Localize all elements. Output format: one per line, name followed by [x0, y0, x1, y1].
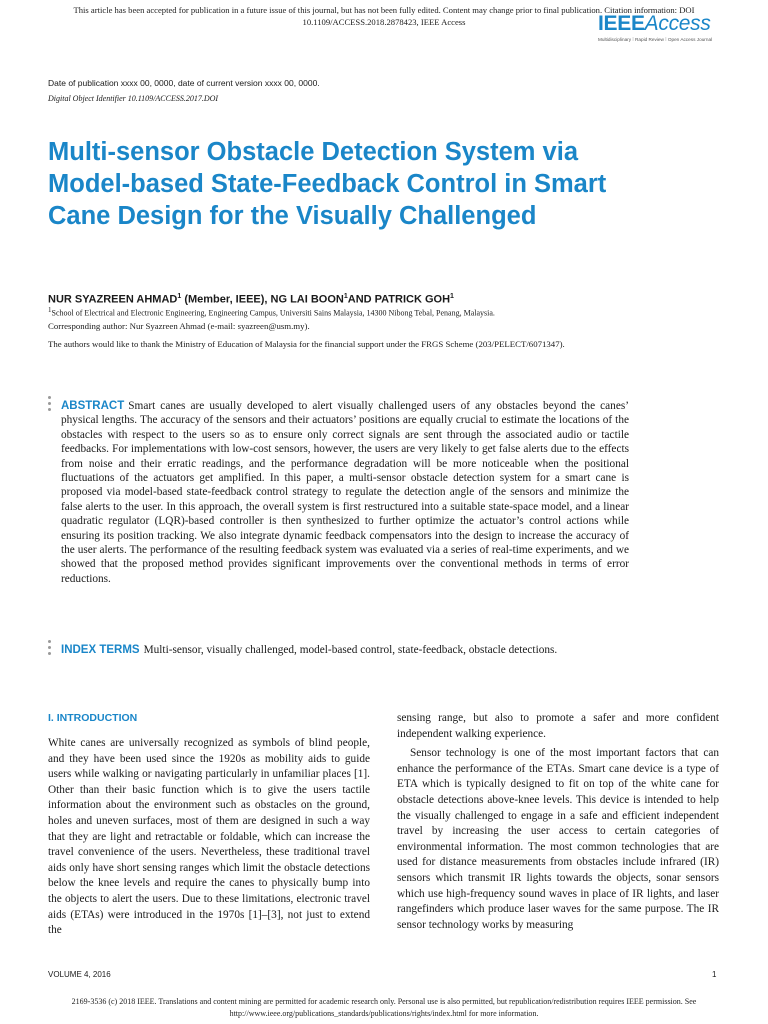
- corresponding-author: Corresponding author: Nur Syazreen Ahmad (e-mail: syazreen@usm.my).: [48, 321, 310, 331]
- ieee-access-logo: [598, 12, 720, 48]
- journal-notice-line1: This article has been accepted for publication in a future issue of this journal, but has not been fully edited. Content may change prior to final publication. Citation information: DOI: [73, 5, 695, 15]
- logo-bold-text: IEEE: [598, 12, 645, 35]
- author-1-affil: 1: [177, 293, 182, 300]
- page-number: 1: [712, 970, 717, 979]
- journal-notice-line2: 10.1109/ACCESS.2018.2878423, IEEE Access: [302, 17, 466, 27]
- author-3-affil: 1: [450, 293, 454, 300]
- section-heading: I. INTRODUCTION: [48, 712, 138, 724]
- author-2: (Member, IEEE), NG LAI BOON: [181, 293, 344, 306]
- abstract-text: Smart canes are usually developed to alert visually challenged users of any obstacles beyond the canes’ physical lengths. The accuracy of the sensors and their actuators’ positions are equally crucial to estimate the locations of the obstacles with respect to the users so as to ensure only correct signals are sent through the associated audio or tactile feedbacks. For implementations with low-cost sensors, however, the users are very likely to get false alerts due to the effects from noise and their erratic readings, and the performance degradation will be more noticeable when the positional fluctuations of the actuators get amplified. In this paper, a multi-sensor obstacle detection system for a smart cane is proposed via model-based state-feedback control strategy to regulate the detection angle of the sensors and minimize the false alerts to the user. In this approach, the overall system is first restructured into a suitable state-space model, and a linear quadratic regulator (LQR)-based controller is then synthesized to further optimize the actuator’s control actions while ensuring its position tracking. We also integrate dynamic feedback compensators into the design to increase the accuracy of the user alerts. The performance of the resulting feedback system was evaluated via a series of real-time experiments, and we showed that the proposed method provides significant improvements over the conventional methods in terms of error reductions.: [61, 400, 629, 585]
- affiliation-marker: 1: [48, 306, 52, 314]
- volume-label: VOLUME 4, 2016: [48, 970, 111, 979]
- author-3: AND PATRICK GOH: [347, 293, 451, 306]
- logo-italic-text: Access: [644, 12, 711, 35]
- logo-tagline: Multidisciplinary ⁞ Rapid Review ⁞ Open Access Journal: [598, 37, 713, 42]
- author-2-affil: 1: [343, 293, 348, 300]
- copyright-notice: [0, 996, 768, 1020]
- funding-acknowledgment: The authors would like to thank the Ministry of Education of Malaysia for the financial support under the FRGS Scheme (203/PELECT/6071347).: [48, 339, 565, 349]
- logo-wordmark: [598, 12, 720, 36]
- paper-title: Multi-sensor Obstacle Detection System via Model-based State-Feedback Control in Smart Cane Design for the Visually Challenged: [48, 138, 607, 230]
- copyright-line2: http://www.ieee.org/publications_standards/publications/rights/index.html for more information.: [229, 1009, 539, 1018]
- publication-dates: Date of publication xxxx 00, 0000, date of current version xxxx 00, 0000.: [48, 78, 320, 88]
- intro-paragraph-1: White canes are universally recognized as symbols of blind people, and they have been used since the 1920s as mobility aids to guide users while walking or navigating particularly in unfamiliar places [1]. Other than their basic function which is to give the users tactile information about the environment such as obstacles on the ground, holes and uneven surfaces, most of them are designed in such a way that they are light and retractable or foldable, which can increase the travel convenience of the users. Nevertheless, these traditional travel aids only have short sensing ranges which limit the obstacle detections below the knee levels and require the canes to physically bump into the objects to alert the users. Due to these limitations, electronic travel aids (ETAs) were introduced in the 1970s [1]–[3], not just to extend the: [48, 737, 370, 937]
- index-terms-text: Multi-sensor, visually challenged, model-based control, state-feedback, obstacle detections.: [143, 644, 558, 656]
- abstract: [61, 399, 629, 586]
- index-terms: [61, 643, 629, 657]
- right-column: [397, 711, 719, 933]
- left-column: [48, 736, 370, 939]
- abstract-marker-icon: [48, 396, 51, 412]
- intro-paragraph-2: Sensor technology is one of the most important factors that can enhance the performance of the ETAs. Smart cane device is a type of ETA which is typically designed to fit on top of the white cane for obstacle detections above-knee levels. This device is intended to help the visually challenged to engage in a safe and efficient independent travel by increasing the user access to certain categories of environmental information. The most common technologies that are used for distance measurements from obstacles include infrared (IR) sensors which transmit IR lights towards the objects, sonar sensors which use high-frequency sound waves in place of IR lights, and laser rangefinders which produce laser waves for the same purpose. The IR sensor technology works by measuring: [397, 747, 719, 931]
- affiliation-text: School of Electrical and Electronic Engineering, Engineering Campus, Universiti Sains Malaysia, 14300 Nibong Tebal, Penang, Malaysia.: [51, 308, 495, 318]
- abstract-label: ABSTRACT: [61, 400, 125, 412]
- affiliation: [48, 305, 495, 319]
- intro-paragraph-1-continued: sensing range, but also to promote a safer and more confident independent walking experience.: [397, 712, 719, 740]
- copyright-line1: 2169-3536 (c) 2018 IEEE. Translations and content mining are permitted for academic research only. Personal use is also permitted, but republication/redistribution requires IEEE permission. See: [71, 997, 697, 1006]
- author-1: NUR SYAZREEN AHMAD: [48, 293, 178, 306]
- index-terms-label: INDEX TERMS: [61, 644, 140, 656]
- doi-line: Digital Object Identifier 10.1109/ACCESS.2017.DOI: [48, 94, 219, 103]
- index-terms-marker-icon: [48, 640, 51, 656]
